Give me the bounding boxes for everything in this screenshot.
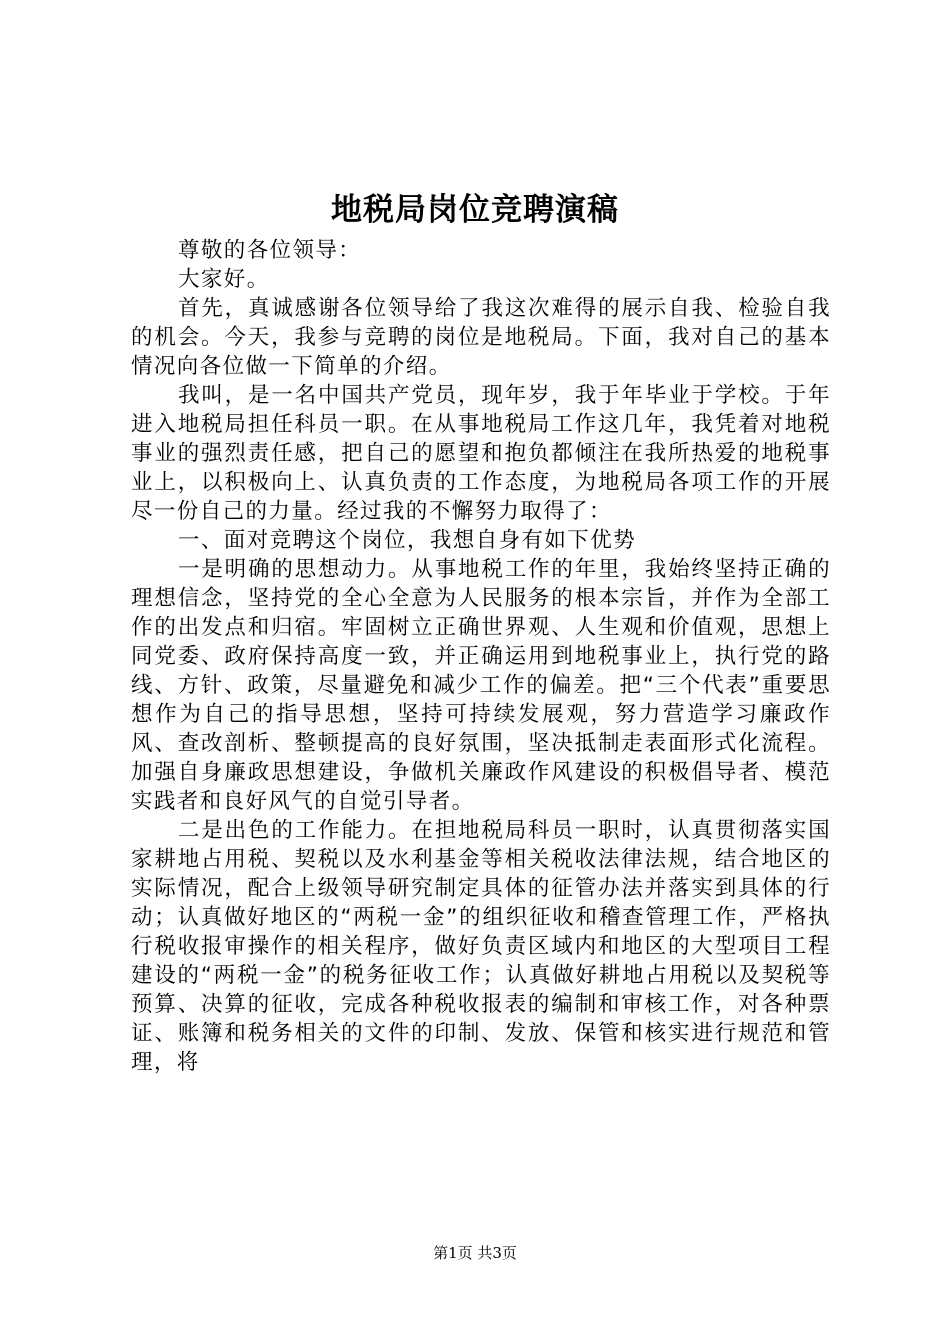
paragraph-greeting: 大家好。: [178, 267, 270, 292]
paragraph-self-introduction: 我叫，是一名中国共产党员，现年岁，我于年毕业于学校。于年进入地税局担任科员一职。在从事地税局工作这几年，我凭着对地税事业的强烈责任感，把自己的愿望和抱负都倾注在我所热爱的地税事业上，以积极向上、认真负责的工作态度，为地税局各项工作的开展尽一份自己的力量。经过我的不懈努力取得了：: [131, 383, 831, 524]
paragraph-advantage-one: 一是明确的思想动力。从事地税工作的年里，我始终坚持正确的理想信念，坚持党的全心全意为人民服务的根本宗旨，并作为全部工作的出发点和归宿。牢固树立正确世界观、人生观和价值观，思想上同党委、政府保持高度一致，并正确运用到地税事业上，执行党的路线、方针、政策，尽量避免和减少工作的偏差。把“三个代表”重要思想作为自己的指导思想，坚持可持续发展观，努力营造学习廉政作风、查改剖析、整顿提高的良好氛围，坚决抵制走表面形式化流程。加强自身廉政思想建设，争做机关廉政作风建设的积极倡导者、模范实践者和良好风气的自觉引导者。: [131, 557, 831, 814]
paragraph-salutation: 尊敬的各位领导：: [178, 238, 362, 263]
page-footer: 第1页 共3页: [433, 1244, 517, 1262]
paragraph-intro: 首先，真诚感谢各位领导给了我这次难得的展示自我、检验自我的机会。今天，我参与竞聘的岗位是地税局。下面，我对自己的基本情况向各位做一下简单的介绍。: [131, 296, 831, 379]
document-body: [131, 236, 831, 1077]
paragraph-section-heading: 一、面对竞聘这个岗位，我想自身有如下优势: [178, 528, 637, 553]
paragraph-advantage-two: 二是出色的工作能力。在担地税局科员一职时，认真贯彻落实国家耕地占用税、契税以及水利基金等相关税收法律法规，结合地区的实际情况，配合上级领导研究制定具体的征管办法并落实到具体的行动；认真做好地区的“两税一金”的组织征收和稽查管理工作，严格执行税收报审操作的相关程序，做好负责区域内和地区的大型项目工程建设的“两税一金”的税务征收工作；认真做好耕地占用税以及契税等预算、决算的征收，完成各种税收报表的编制和审核工作，对各种票证、账簿和税务相关的文件的印制、发放、保管和核实进行规范和管理，将: [131, 818, 831, 1075]
document-title: 地税局岗位竞聘演稿: [331, 192, 619, 228]
